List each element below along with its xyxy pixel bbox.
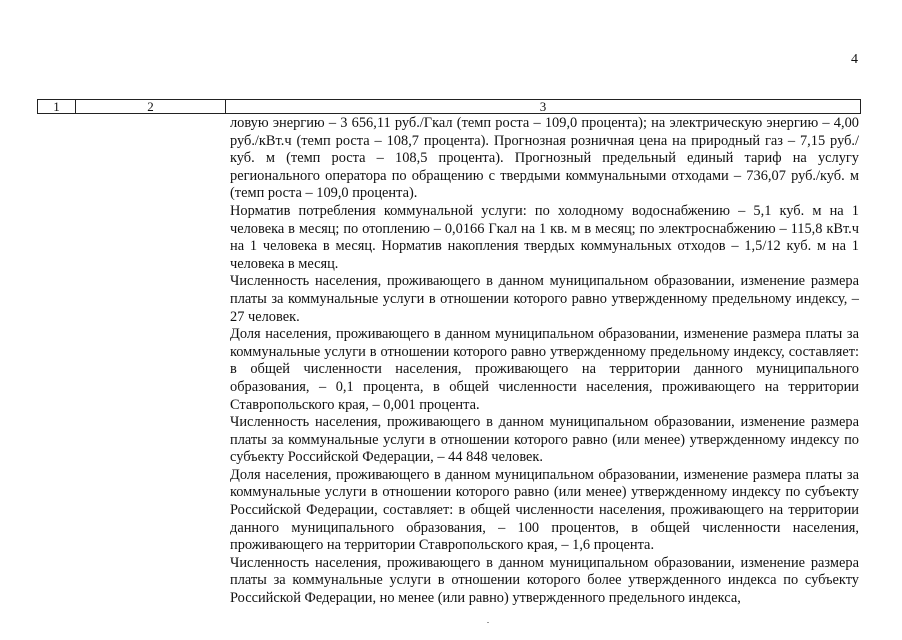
paragraph-share-equal-limit: Доля населения, проживающего в данном муниципальном образовании, изменение размера платы за коммунальные услуги в отношении которого равно утвержденному предельному индексу, составляет: в общей численности населения, проживающего на территории данного муниципального образования, – 0,1 процента, в общей численности населения, проживающего на территории Ставропольского края, – 0,001 процента. — [230, 326, 859, 413]
paragraph-population-above-index: Численность населения, проживающего в данном муниципальном образовании, изменение размера платы за коммунальные услуги в отношении которого более утвержденного индекса по субъекту Российской Федерации, но менее (или равно) утвержденного предельного индекса, — [230, 554, 859, 607]
table-header-col-1: 1 — [38, 100, 76, 113]
paragraph-consumption-norms: Норматив потребления коммунальной услуги: по холодному водоснабжению – 5,1 куб. м на 1 человека в месяц; по отоплению – 0,0166 Гкал на 1 кв. м в месяц; по электроснабжению – 115,8 кВт.ч на 1 человека в месяц. Норматив накопления твердых коммунальных отходов – 1,5/12 куб. м на 1 человека в месяц. — [230, 202, 859, 272]
table-header-col-2: 2 — [76, 100, 226, 113]
page-number: 4 — [851, 52, 858, 67]
paragraph-tariffs: ловую энергию – 3 656,11 руб./Гкал (темп роста – 109,0 процента); на электрическую энергию – 4,00 руб./кВт.ч (темп роста – 108,7 процента). Прогнозная розничная цена на природный газ – 7,15 руб./куб. м (темп роста – 108,5 процента). Прогнозный предельный единый тариф на услугу регионального оператора по обращению с твердыми коммунальными отходами – 736,07 руб./куб. м (темп роста – 109,0 процента). — [230, 115, 859, 202]
paragraph-population-equal-limit: Численность населения, проживающего в данном муниципальном образовании, изменение размера платы за коммунальные услуги в отношении которого равно утвержденному предельному индексу, – 27 человек. — [230, 273, 859, 325]
document-body — [230, 115, 859, 608]
table-header-row — [37, 99, 861, 114]
paragraph-population-regional-index: Численность населения, проживающего в данном муниципальном образовании, изменение размера платы за коммунальные услуги в отношении которого равно (или менее) утвержденному индексу по субъекту Российской Федерации, – 44 848 человек. — [230, 414, 859, 466]
paragraph-share-regional-index: Доля населения, проживающего в данном муниципальном образовании, изменение размера платы за коммунальные услуги в отношении которого равно (или менее) утвержденному индексу по субъекту Российской Федерации, составляет: в общей численности населения, проживающего на территории данного муниципального образования, – 100 процентов, в общей численности населения, проживающего на территории Ставропольского края, – 1,6 процента. — [230, 466, 859, 554]
scan-mark — [487, 622, 489, 623]
table-header-col-3: 3 — [539, 99, 547, 114]
